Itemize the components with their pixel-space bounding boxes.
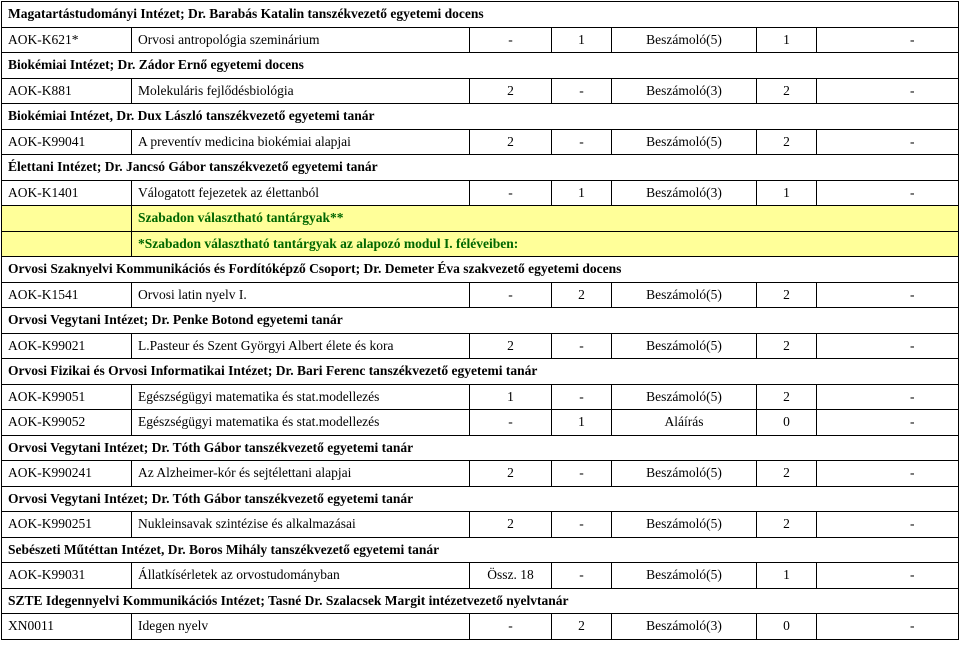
credit-value: 2 <box>757 333 817 359</box>
curriculum-table-body <box>2 2 959 640</box>
institute-header: Biokémiai Intézet, Dr. Dux László tanszékvezető egyetemi tanár <box>2 104 959 130</box>
exam-type: Beszámoló(5) <box>612 563 757 589</box>
exam-type: Beszámoló(5) <box>612 512 757 538</box>
note-cell: - <box>817 27 959 53</box>
exam-type: Beszámoló(5) <box>612 461 757 487</box>
practice-hours: - <box>552 333 612 359</box>
institute-header-row <box>2 53 959 79</box>
note-cell: - <box>817 129 959 155</box>
institute-header: Orvosi Fizikai és Orvosi Informatikai Intézet; Dr. Bari Ferenc tanszékvezető egyetemi tanár <box>2 359 959 385</box>
practice-hours: 2 <box>552 282 612 308</box>
lecture-hours: - <box>470 614 552 640</box>
practice-hours: - <box>552 384 612 410</box>
note-cell: - <box>817 410 959 436</box>
course-name: A preventív medicina biokémiai alapjai <box>132 129 470 155</box>
course-code: XN0011 <box>2 614 132 640</box>
institute-header-row <box>2 435 959 461</box>
elective-notice: *Szabadon választható tantárgyak az alapozó modul I. féléveiben: <box>132 231 959 257</box>
course-row <box>2 461 959 487</box>
institute-header-row <box>2 155 959 181</box>
practice-hours: - <box>552 563 612 589</box>
credit-value: 2 <box>757 384 817 410</box>
exam-type: Beszámoló(5) <box>612 129 757 155</box>
course-code: AOK-K99052 <box>2 410 132 436</box>
course-row <box>2 614 959 640</box>
exam-type: Beszámoló(5) <box>612 333 757 359</box>
course-code: AOK-K1401 <box>2 180 132 206</box>
course-name: Állatkísérletek az orvostudományban <box>132 563 470 589</box>
course-name: Molekuláris fejlődésbiológia <box>132 78 470 104</box>
lecture-hours: 2 <box>470 461 552 487</box>
course-row <box>2 27 959 53</box>
institute-header: Sebészeti Műtéttan Intézet, Dr. Boros Mihály tanszékvezető egyetemi tanár <box>2 537 959 563</box>
course-code: AOK-K99041 <box>2 129 132 155</box>
course-row <box>2 180 959 206</box>
practice-hours: - <box>552 78 612 104</box>
practice-hours: - <box>552 461 612 487</box>
course-name: Válogatott fejezetek az élettanból <box>132 180 470 206</box>
credit-value: 1 <box>757 27 817 53</box>
practice-hours: 1 <box>552 410 612 436</box>
elective-notice-spacer <box>2 206 132 232</box>
lecture-hours: 2 <box>470 333 552 359</box>
credit-value: 0 <box>757 614 817 640</box>
institute-header-row <box>2 537 959 563</box>
credit-value: 0 <box>757 410 817 436</box>
lecture-hours: - <box>470 27 552 53</box>
institute-header: Orvosi Vegytani Intézet; Dr. Tóth Gábor tanszékvezető egyetemi tanár <box>2 435 959 461</box>
course-name: Idegen nyelv <box>132 614 470 640</box>
note-cell: - <box>817 180 959 206</box>
note-cell: - <box>817 512 959 538</box>
credit-value: 2 <box>757 129 817 155</box>
note-cell: - <box>817 333 959 359</box>
institute-header: Élettani Intézet; Dr. Jancsó Gábor tanszékvezető egyetemi tanár <box>2 155 959 181</box>
course-code: AOK-K621* <box>2 27 132 53</box>
course-name: Orvosi antropológia szeminárium <box>132 27 470 53</box>
course-code: AOK-K881 <box>2 78 132 104</box>
curriculum-table <box>1 1 959 640</box>
practice-hours: - <box>552 129 612 155</box>
institute-header: Orvosi Szaknyelvi Kommunikációs és Fordítóképző Csoport; Dr. Demeter Éva szakvezető egyetemi docens <box>2 257 959 283</box>
note-cell: - <box>817 614 959 640</box>
course-row <box>2 282 959 308</box>
institute-header: Biokémiai Intézet; Dr. Zádor Ernő egyetemi docens <box>2 53 959 79</box>
course-name: Egészségügyi matematika és stat.modellezés <box>132 410 470 436</box>
practice-hours: 1 <box>552 27 612 53</box>
exam-type: Beszámoló(3) <box>612 78 757 104</box>
elective-notice-row <box>2 206 959 232</box>
lecture-hours: 1 <box>470 384 552 410</box>
course-code: AOK-K1541 <box>2 282 132 308</box>
institute-header: Magatartástudományi Intézet; Dr. Barabás Katalin tanszékvezető egyetemi docens <box>2 2 959 28</box>
credit-value: 2 <box>757 78 817 104</box>
note-cell: - <box>817 78 959 104</box>
practice-hours: 2 <box>552 614 612 640</box>
institute-header-row <box>2 486 959 512</box>
course-code: AOK-K990251 <box>2 512 132 538</box>
note-cell: - <box>817 282 959 308</box>
lecture-hours: 2 <box>470 78 552 104</box>
course-code: AOK-K99021 <box>2 333 132 359</box>
exam-type: Aláírás <box>612 410 757 436</box>
note-cell: - <box>817 384 959 410</box>
course-name: Egészségügyi matematika és stat.modellezés <box>132 384 470 410</box>
course-name: Nukleinsavak szintézise és alkalmazásai <box>132 512 470 538</box>
practice-hours: - <box>552 512 612 538</box>
course-name: Orvosi latin nyelv I. <box>132 282 470 308</box>
elective-notice: Szabadon választható tantárgyak** <box>132 206 959 232</box>
course-row <box>2 78 959 104</box>
lecture-hours: - <box>470 282 552 308</box>
institute-header: Orvosi Vegytani Intézet; Dr. Tóth Gábor tanszékvezető egyetemi tanár <box>2 486 959 512</box>
institute-header-row <box>2 308 959 334</box>
lecture-hours: - <box>470 180 552 206</box>
institute-header-row <box>2 257 959 283</box>
course-row <box>2 563 959 589</box>
credit-value: 2 <box>757 461 817 487</box>
institute-header-row <box>2 588 959 614</box>
credit-value: 1 <box>757 180 817 206</box>
course-row <box>2 333 959 359</box>
elective-notice-spacer <box>2 231 132 257</box>
practice-hours: 1 <box>552 180 612 206</box>
lecture-hours: 2 <box>470 512 552 538</box>
note-cell: - <box>817 461 959 487</box>
institute-header-row <box>2 2 959 28</box>
course-code: AOK-K99051 <box>2 384 132 410</box>
exam-type: Beszámoló(3) <box>612 614 757 640</box>
course-row <box>2 410 959 436</box>
credit-value: 2 <box>757 282 817 308</box>
course-row <box>2 512 959 538</box>
exam-type: Beszámoló(3) <box>612 180 757 206</box>
course-row <box>2 129 959 155</box>
course-code: AOK-K99031 <box>2 563 132 589</box>
lecture-hours: 2 <box>470 129 552 155</box>
credit-value: 1 <box>757 563 817 589</box>
institute-header: Orvosi Vegytani Intézet; Dr. Penke Botond egyetemi tanár <box>2 308 959 334</box>
credit-value: 2 <box>757 512 817 538</box>
course-name: L.Pasteur és Szent Györgyi Albert élete és kora <box>132 333 470 359</box>
course-row <box>2 384 959 410</box>
note-cell: - <box>817 563 959 589</box>
institute-header-row <box>2 359 959 385</box>
institute-header: SZTE Idegennyelvi Kommunikációs Intézet; Tasné Dr. Szalacsek Margit intézetvezető nyelvtanár <box>2 588 959 614</box>
institute-header-row <box>2 104 959 130</box>
exam-type: Beszámoló(5) <box>612 282 757 308</box>
elective-notice-row <box>2 231 959 257</box>
course-name: Az Alzheimer-kór és sejtélettani alapjai <box>132 461 470 487</box>
lecture-hours: Össz. 18 <box>470 563 552 589</box>
lecture-hours: - <box>470 410 552 436</box>
course-code: AOK-K990241 <box>2 461 132 487</box>
exam-type: Beszámoló(5) <box>612 27 757 53</box>
exam-type: Beszámoló(5) <box>612 384 757 410</box>
